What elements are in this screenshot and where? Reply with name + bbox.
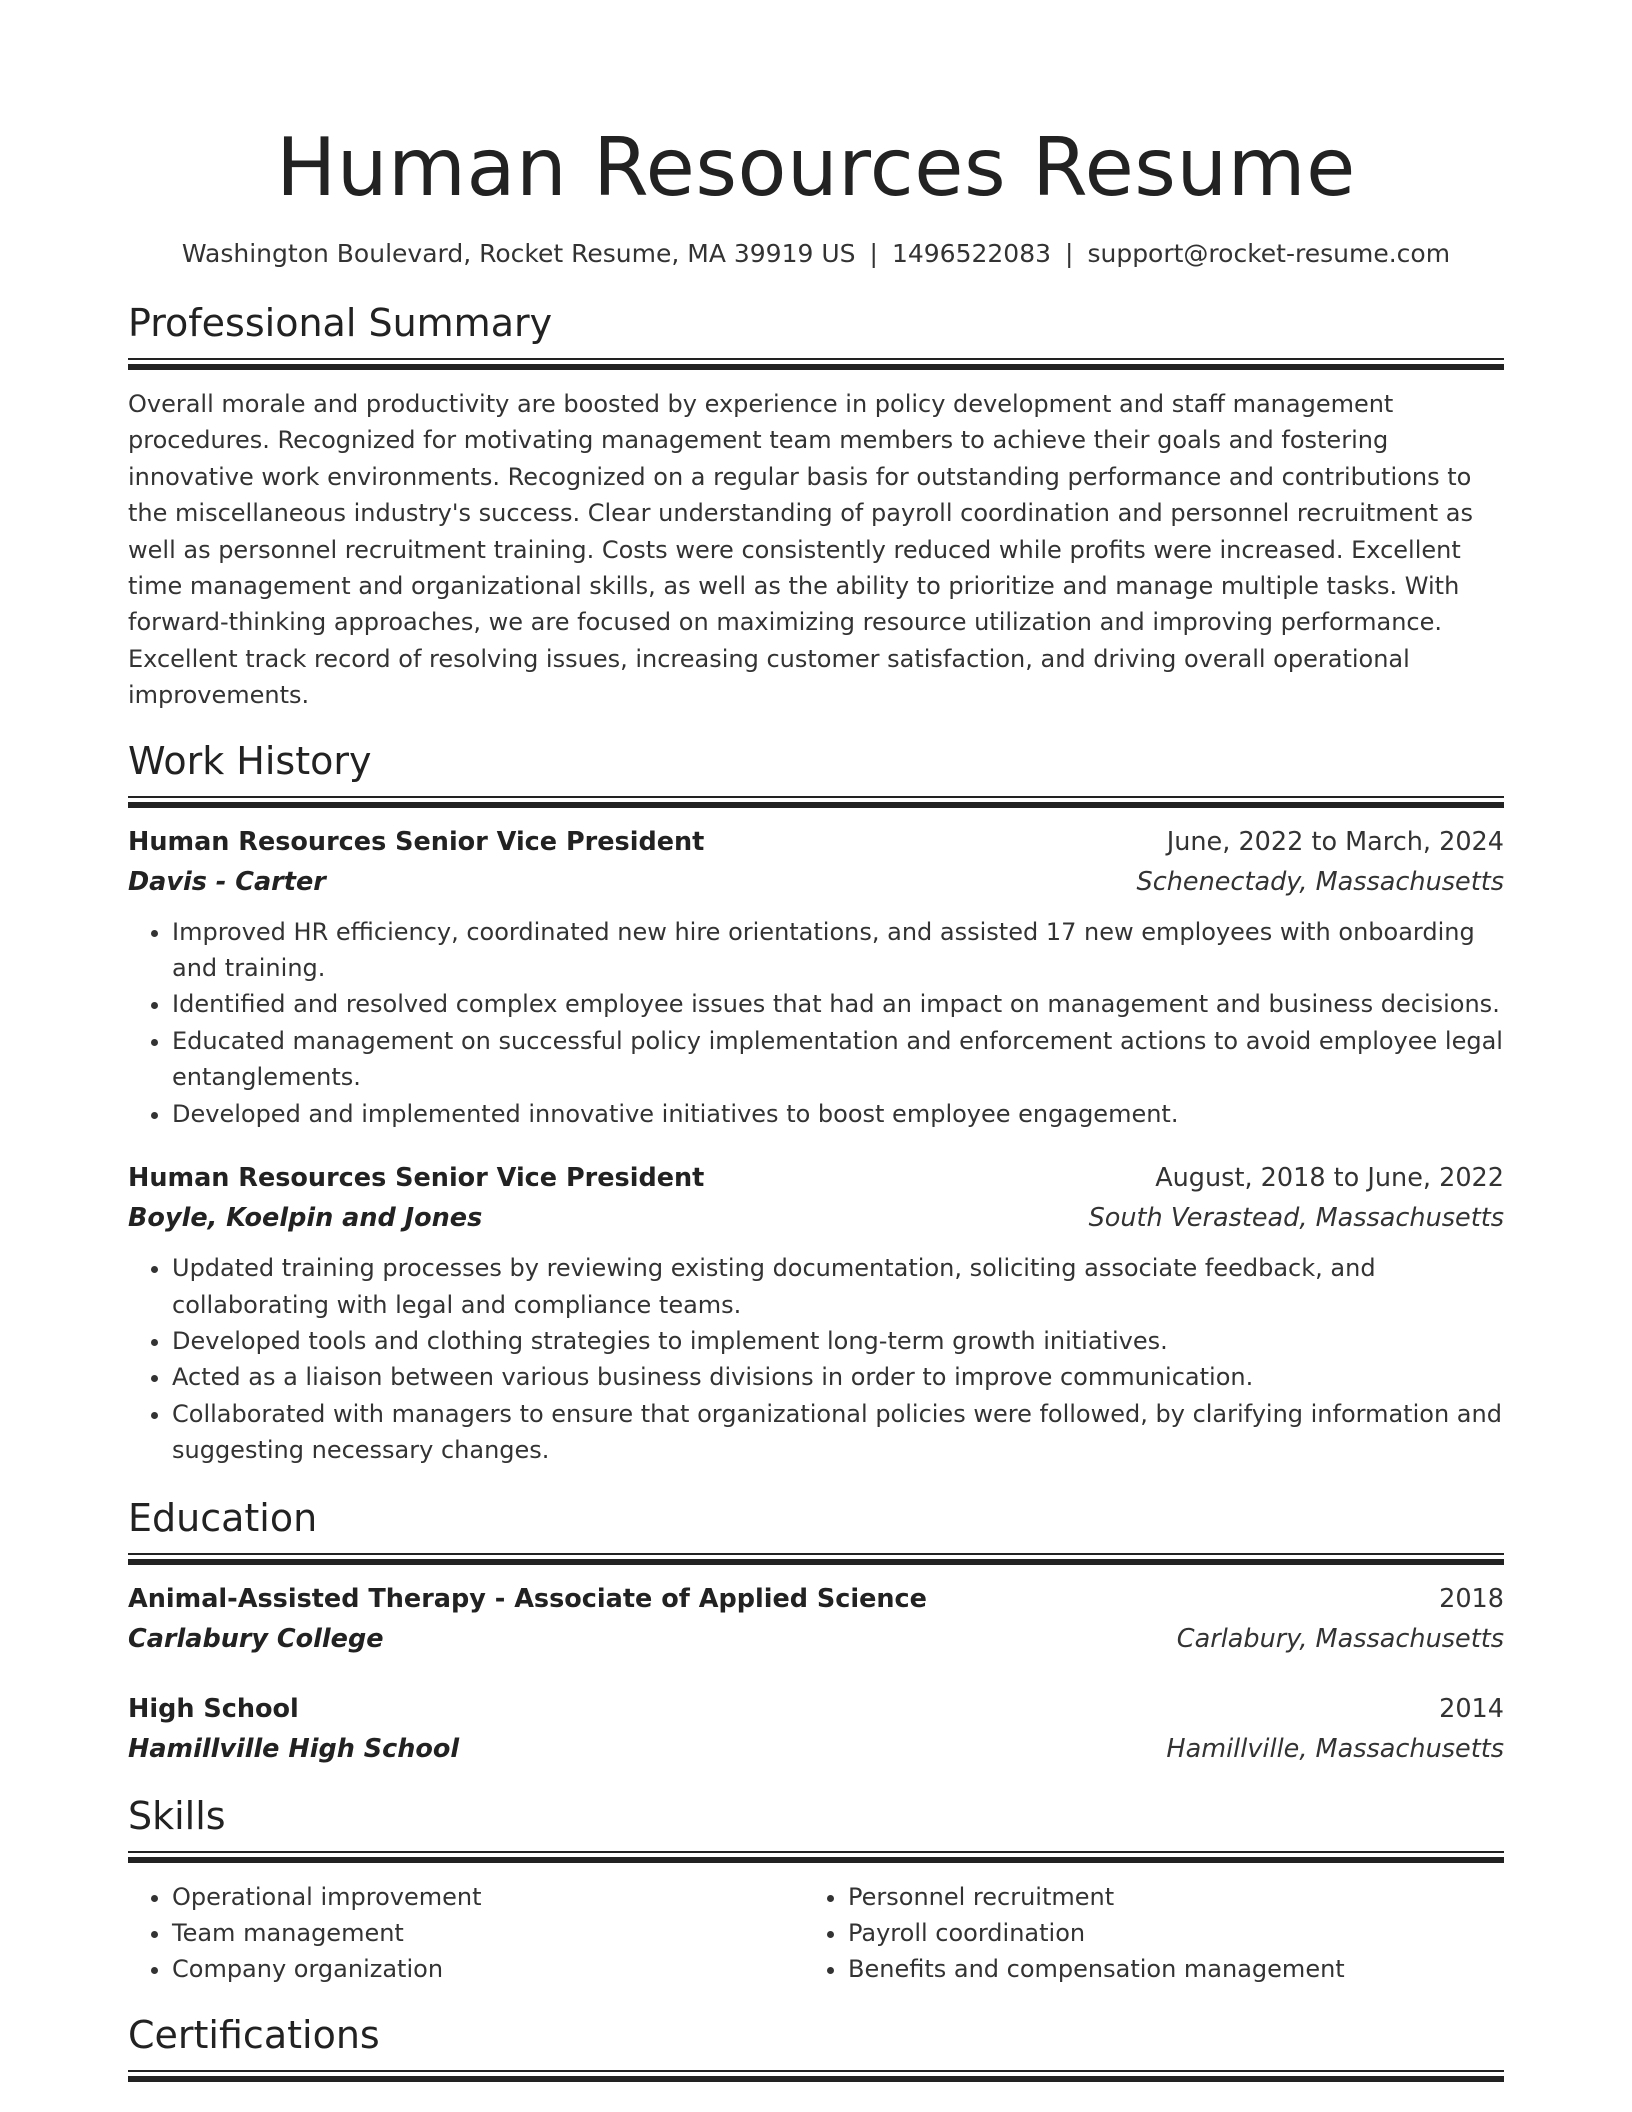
job-title: Human Resources Senior Vice President	[128, 826, 705, 857]
contact-line	[128, 236, 1504, 272]
job-dates: June, 2022 to March, 2024	[1166, 826, 1504, 857]
section-divider	[128, 1851, 1504, 1863]
section-title-work-history: Work History	[128, 738, 372, 783]
skills-list	[128, 1879, 1504, 1988]
work-history-section	[128, 736, 1504, 1469]
list-item: • Company organization	[172, 1951, 804, 1987]
school-location: Hamillville, Massachusetts	[1166, 1733, 1504, 1764]
job-bullets	[128, 1250, 1504, 1468]
section-title-certifications: Certifications	[128, 2012, 380, 2057]
resume-page	[128, 0, 1504, 2082]
list-item: • Team management	[172, 1915, 804, 1951]
list-item: • Collaborated with managers to ensure that organizational policies were followed, by clarifying information and suggesting necessary changes.	[172, 1396, 1504, 1469]
list-item: • Improved HR efficiency, coordinated new hire orientations, and assisted 17 new employees with onboarding and training.	[172, 914, 1504, 987]
education-section	[128, 1493, 1504, 1769]
skills-section	[128, 1791, 1504, 1988]
section-divider	[128, 1553, 1504, 1565]
school-name: Hamillville High School	[128, 1733, 460, 1764]
section-title-summary: Professional Summary	[128, 301, 553, 345]
section-divider	[128, 358, 1504, 370]
job-location: Schenectady, Massachusetts	[1136, 866, 1504, 897]
education-entry	[128, 1579, 1504, 1659]
list-item: • Developed tools and clothing strategies to implement long-term growth initiatives.	[172, 1323, 1504, 1359]
skills-column-left	[128, 1879, 804, 1988]
job-dates: August, 2018 to June, 2022	[1155, 1163, 1504, 1194]
job-bullets	[128, 914, 1504, 1132]
job-company: Boyle, Koelpin and Jones	[128, 1203, 483, 1234]
summary-text: Overall morale and productivity are boosted by experience in policy development and staff management procedures. Recognized for motivating management team members to achieve their goals and fostering innovative work environments. Recognized on a regular basis for outstanding performance and contributions to the miscellaneous industry's success. Clear understanding of payroll coordination and personnel recruitment as well as personnel recruitment training. Costs were consistently reduced while profits were increased. Excellent time management and organizational skills, as well as the ability to prioritize and manage multiple tasks. With forward-thinking approaches, we are focused on maximizing resource utilization and improving performance. Excellent track record of resolving issues, increasing customer satisfaction, and driving overall operational improvements.	[128, 390, 1473, 710]
list-item: • Acted as a liaison between various business divisions in order to improve communication.	[172, 1359, 1504, 1395]
list-item: • Payroll coordination	[848, 1915, 1480, 1951]
list-item: • Benefits and compensation management	[848, 1951, 1480, 1987]
list-item: • Developed and implemented innovative initiatives to boost employee engagement.	[172, 1096, 1504, 1132]
job-entry	[128, 1158, 1504, 1468]
certifications-section	[128, 2010, 1504, 2082]
summary-section	[128, 298, 1504, 714]
list-item: • Personnel recruitment	[848, 1879, 1480, 1915]
resume-title: Human Resources Resume	[276, 121, 1356, 214]
contact-phone: 1496522083	[891, 239, 1052, 268]
contact-address: Washington Boulevard, Rocket Resume, MA 39919 US	[181, 239, 856, 268]
education-year: 2014	[1439, 1693, 1504, 1724]
job-title: Human Resources Senior Vice President	[128, 1163, 705, 1194]
job-location: South Verastead, Massachusetts	[1088, 1203, 1504, 1234]
section-title-skills: Skills	[128, 1793, 226, 1838]
section-divider	[128, 2070, 1504, 2082]
job-company: Davis - Carter	[128, 866, 326, 897]
job-entry	[128, 822, 1504, 1132]
contact-separator: |	[869, 239, 878, 268]
degree-title: Animal-Assisted Therapy - Associate of Applied Science	[128, 1583, 927, 1614]
school-name: Carlabury College	[128, 1623, 384, 1654]
contact-email: support@rocket-resume.com	[1087, 239, 1451, 268]
school-location: Carlabury, Massachusetts	[1176, 1623, 1504, 1654]
list-item: • Identified and resolved complex employee issues that had an impact on management and business decisions.	[172, 986, 1504, 1022]
list-item: • Updated training processes by reviewing existing documentation, soliciting associate feedback, and collaborating with legal and compliance teams.	[172, 1250, 1504, 1323]
skills-column-right	[804, 1879, 1480, 1988]
education-entry	[128, 1689, 1504, 1769]
list-item: • Educated management on successful policy implementation and enforcement actions to avoid employee legal entanglements.	[172, 1023, 1504, 1096]
degree-title: High School	[128, 1693, 299, 1724]
section-divider	[128, 796, 1504, 808]
contact-separator: |	[1065, 239, 1074, 268]
education-year: 2018	[1439, 1583, 1504, 1614]
section-title-education: Education	[128, 1495, 318, 1540]
list-item: • Operational improvement	[172, 1879, 804, 1915]
